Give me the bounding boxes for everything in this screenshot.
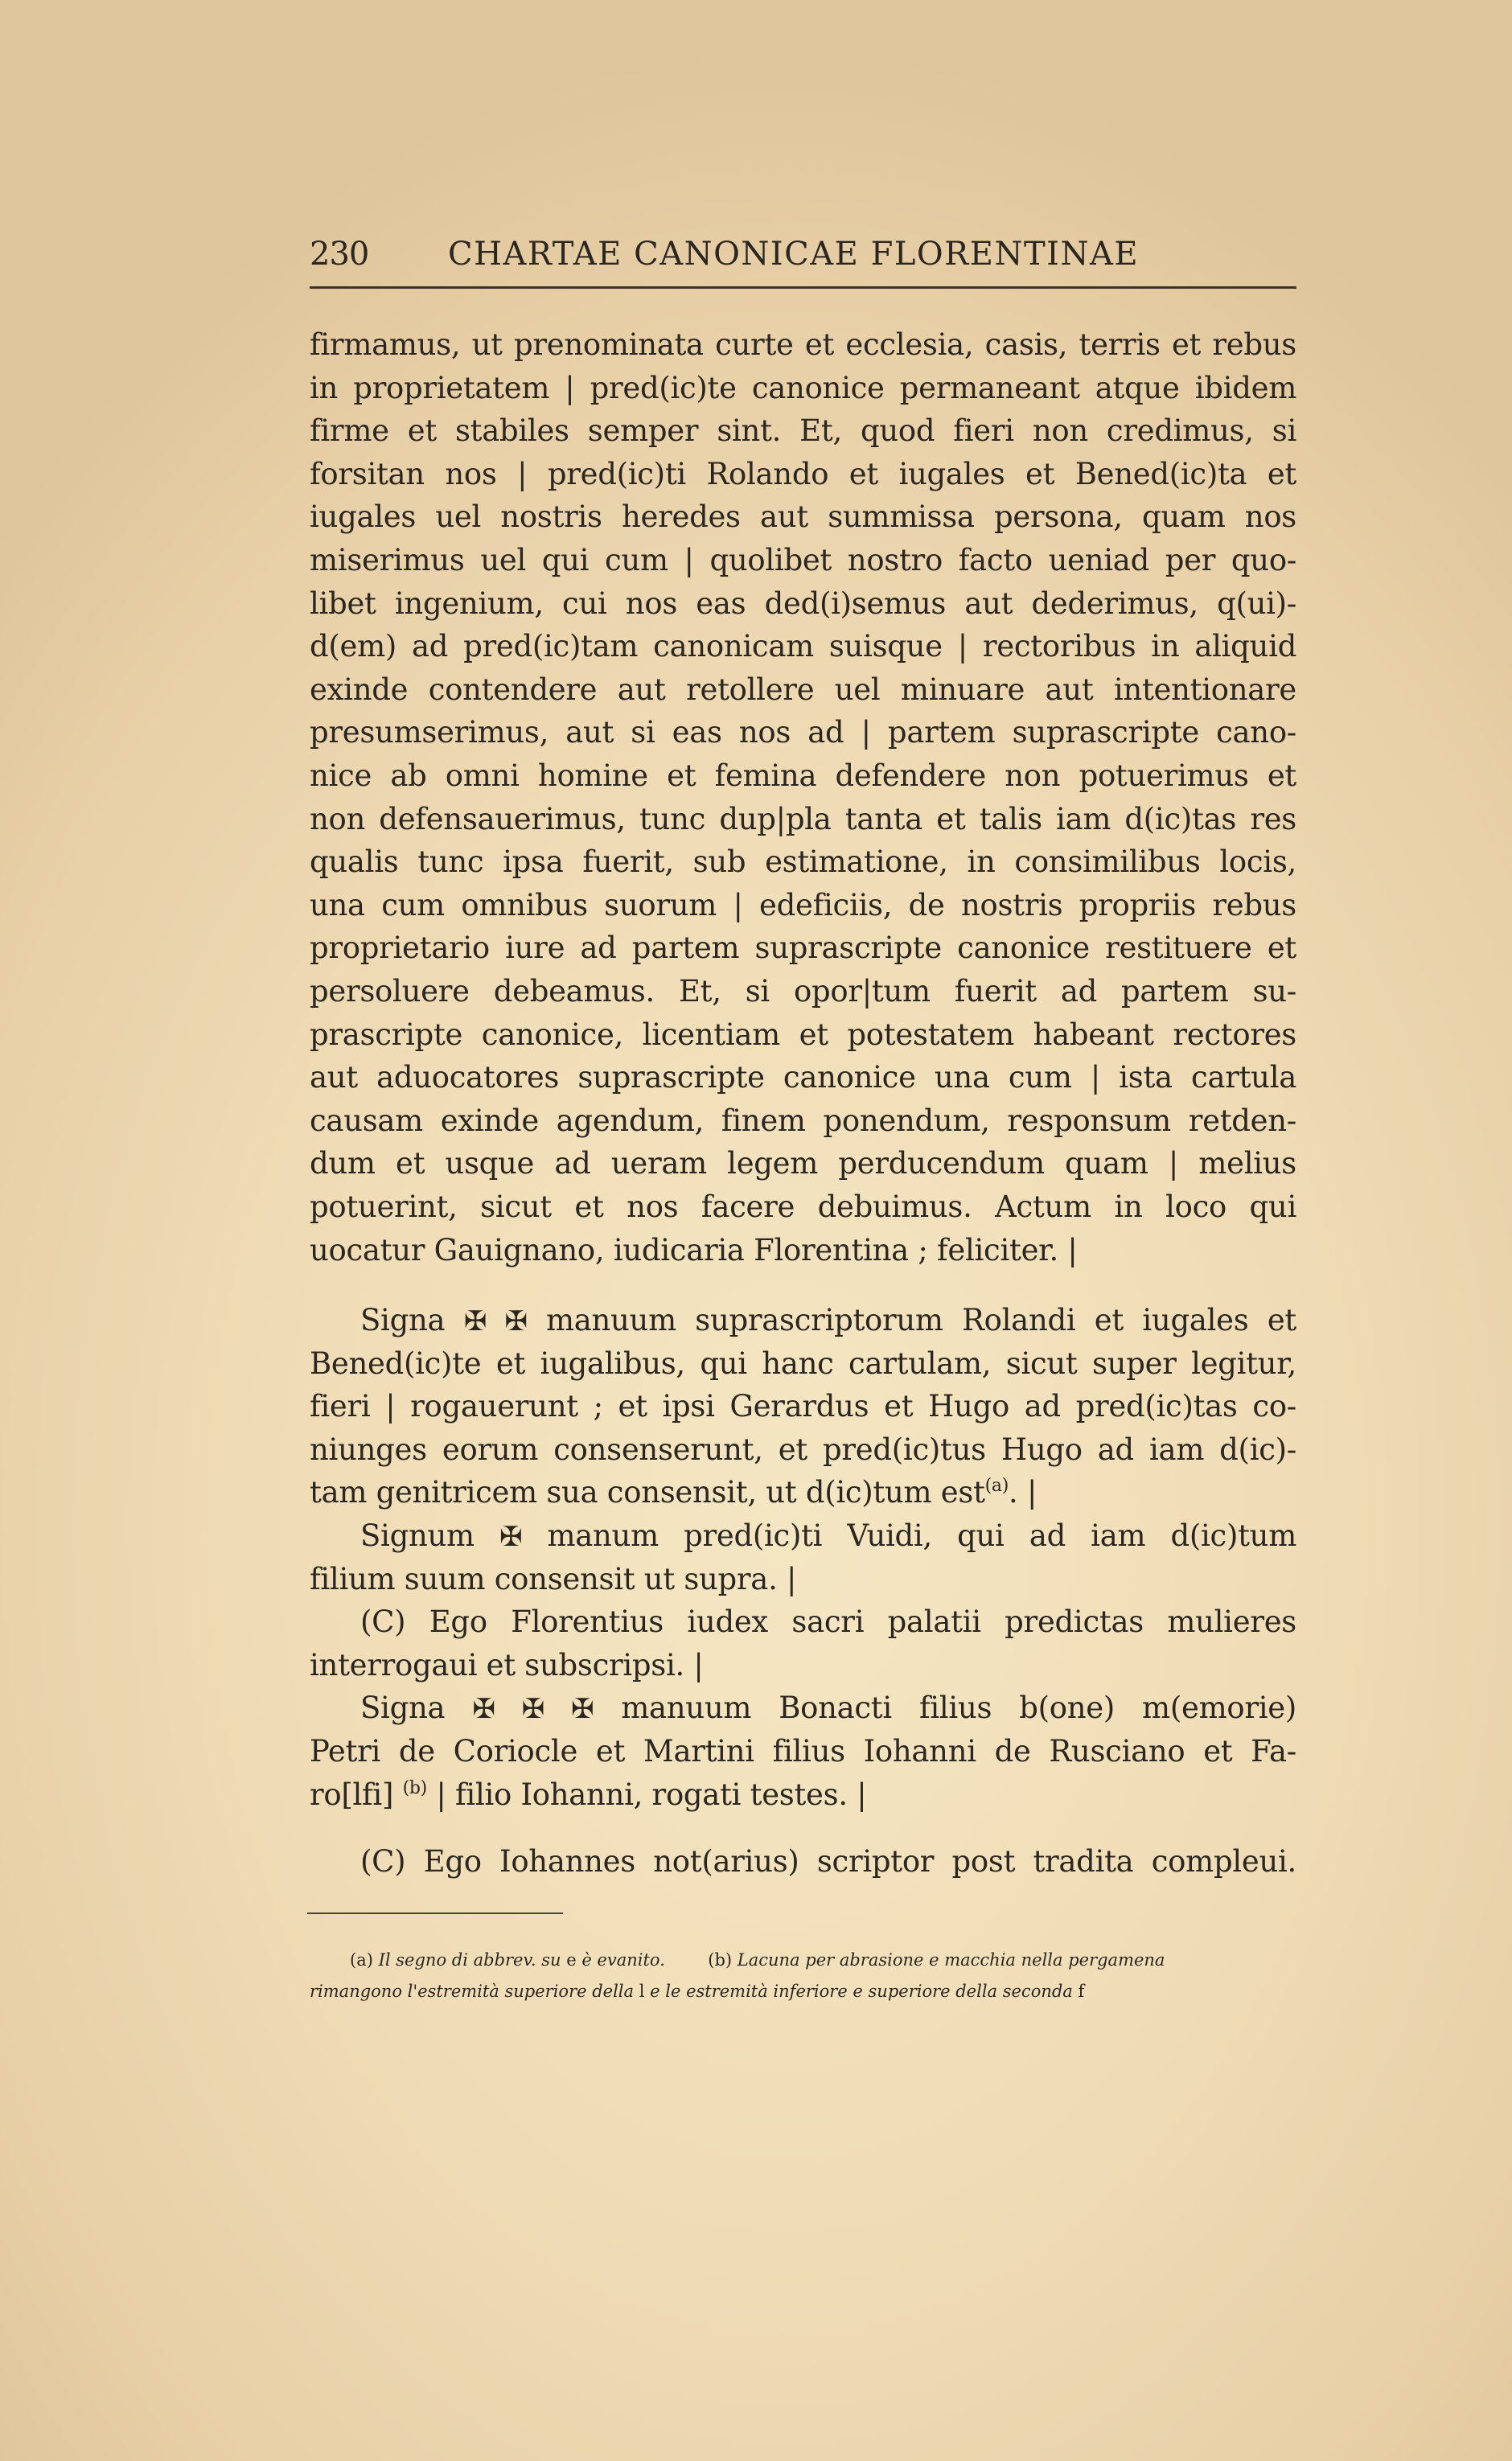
text-line: filium suum consensit ut supra. | bbox=[310, 1561, 797, 1596]
cross-signum-icon: ✠ bbox=[499, 1521, 523, 1553]
cross-signum-icon: ✠ ✠ ✠ bbox=[472, 1693, 594, 1726]
text-line: libet ingenium, cui nos eas ded(i)semus aut dederimus, q(ui)- bbox=[310, 585, 1296, 621]
notary-line: (C) Ego Iohannes not(arius) scriptor post tradita compleui. bbox=[360, 1844, 1296, 1879]
signa-label: Signa bbox=[360, 1691, 446, 1726]
text-line: dum et usque ad ueram legem perducendum quam | melius bbox=[310, 1146, 1296, 1181]
footnote-line bbox=[350, 1945, 1291, 1975]
signa-line bbox=[360, 1687, 1296, 1730]
footnote-b-text: e le estremità inferiore e superiore della seconda bbox=[650, 1982, 1073, 2001]
signum-line bbox=[360, 1514, 1296, 1558]
text-line: miserimus uel qui cum | quolibet nostro facto ueniad per quo- bbox=[310, 543, 1296, 577]
judge-line: (C) Ego Florentius iudex sacri palatii predictas mulieres bbox=[360, 1604, 1296, 1640]
signum-text: manum pred(ic)ti Vuidi, qui ad iam d(ic)tum bbox=[547, 1518, 1296, 1553]
cross-signum-icon: ✠ ✠ bbox=[463, 1305, 528, 1337]
text-line: interrogaui et subscripsi. | bbox=[310, 1647, 704, 1682]
text-line: potuerint, sicut et nos facere debuimus. Actum in loco qui bbox=[310, 1189, 1296, 1224]
header-rule bbox=[310, 286, 1296, 289]
text-line: nice ab omni homine et femina defendere non potuerimus et bbox=[310, 758, 1296, 793]
running-head bbox=[310, 232, 1296, 277]
text-line: niunges eorum consenserunt, et pred(ic)tus Hugo ad iam d(ic)- bbox=[310, 1432, 1296, 1467]
text-line bbox=[310, 1773, 1296, 1817]
text-line: in proprietatem | pred(ic)te canonice permaneant atque ibidem bbox=[310, 370, 1296, 405]
text-line: prascripte canonice, licentiam et potestatem habeant rectores bbox=[310, 1017, 1296, 1052]
signa-label: Signa bbox=[360, 1303, 446, 1337]
footnote-a-text: è evanito. bbox=[581, 1950, 665, 1970]
footnote-rule bbox=[307, 1913, 563, 1914]
footnote-b-letter: f bbox=[1078, 1982, 1085, 2001]
text-line: presumserimus, aut si eas nos ad | partem suprascripte cano- bbox=[310, 715, 1296, 750]
running-title: CHARTAE CANONICAE FLORENTINAE bbox=[448, 236, 1140, 273]
footnote-a-letter: e bbox=[566, 1950, 577, 1970]
text-line: firme et stabiles semper sint. Et, quod fieri non credimus, si bbox=[310, 413, 1296, 449]
footnote-a-text: Il segno di abbrev. su bbox=[378, 1950, 561, 1970]
page-number: 230 bbox=[310, 236, 369, 273]
text-line: non defensauerimus, tunc dup|pla tanta et talis iam d(ic)tas res bbox=[310, 801, 1296, 836]
text-line: forsitan nos | pred(ic)ti Rolando et iugales et Bened(ic)ta et bbox=[310, 456, 1296, 491]
text-line: Petri de Coriocle et Martini filius Iohanni de Rusciano et Fa- bbox=[310, 1734, 1296, 1769]
signum-label: Signum bbox=[360, 1518, 475, 1553]
text-line: exinde contendere aut retollere uel minuare aut intentionare bbox=[310, 672, 1296, 707]
text-line: qualis tunc ipsa fuerit, sub estimatione, in consimilibus locis, bbox=[310, 844, 1296, 880]
text-line: d(em) ad pred(ic)tam canonicam suisque | rectoribus in aliquid bbox=[310, 629, 1296, 664]
text-line: uocatur Gauignano, iudicaria Florentina ; feliciter. | bbox=[310, 1232, 1078, 1267]
text-line: firmamus, ut prenominata curte et ecclesia, casis, terris et rebus bbox=[310, 327, 1296, 362]
text-line: persoluere debeamus. Et, si opor|tum fuerit ad partem su- bbox=[310, 974, 1296, 1009]
signa-line bbox=[360, 1299, 1296, 1342]
text-line: Bened(ic)te et iugalibus, qui hanc cartulam, sicut super legitur, bbox=[310, 1346, 1296, 1381]
text-segment: . | bbox=[1009, 1475, 1037, 1510]
text-segment: | filio Iohanni, rogati testes. | bbox=[436, 1777, 867, 1812]
footnote-b-label: (b) bbox=[708, 1950, 733, 1970]
footnote-ref-b[interactable]: (b) bbox=[402, 1777, 427, 1798]
footnote-a-label: (a) bbox=[350, 1950, 373, 1970]
text-line: iugales uel nostris heredes aut summissa persona, quam nos bbox=[310, 499, 1296, 535]
footnote-b-letter: l bbox=[639, 1982, 645, 2001]
footnote-line bbox=[310, 1976, 1296, 2007]
text-line: fieri | rogauerunt ; et ipsi Gerardus et Hugo ad pred(ic)tas co- bbox=[310, 1389, 1296, 1424]
footnote-b-text: Lacuna per abrasione e macchia nella pergamena bbox=[737, 1950, 1165, 1970]
text-line bbox=[310, 1471, 1296, 1514]
signa-text: manuum suprascriptorum Rolandi et iugales et bbox=[545, 1303, 1296, 1337]
text-line: causam exinde agendum, finem ponendum, responsum retden- bbox=[310, 1103, 1296, 1138]
footnote-ref-a[interactable]: (a) bbox=[984, 1476, 1009, 1497]
text-segment: ro[lfi] bbox=[310, 1777, 394, 1812]
text-line: aut aduocatores suprascripte canonice una cum | ista cartula bbox=[310, 1060, 1296, 1095]
text-segment: tam genitricem sua consensit, ut d(ic)tum est bbox=[310, 1475, 985, 1510]
footnote-b-text: rimangono l'estremità superiore della bbox=[310, 1982, 635, 2001]
text-line: proprietario iure ad partem suprascripte canonice restituere et bbox=[310, 931, 1296, 966]
signa-text: manuum Bonacti filius b(one) m(emorie) bbox=[621, 1691, 1296, 1726]
text-line: una cum omnibus suorum | edeficiis, de nostris propriis rebus bbox=[310, 887, 1296, 922]
